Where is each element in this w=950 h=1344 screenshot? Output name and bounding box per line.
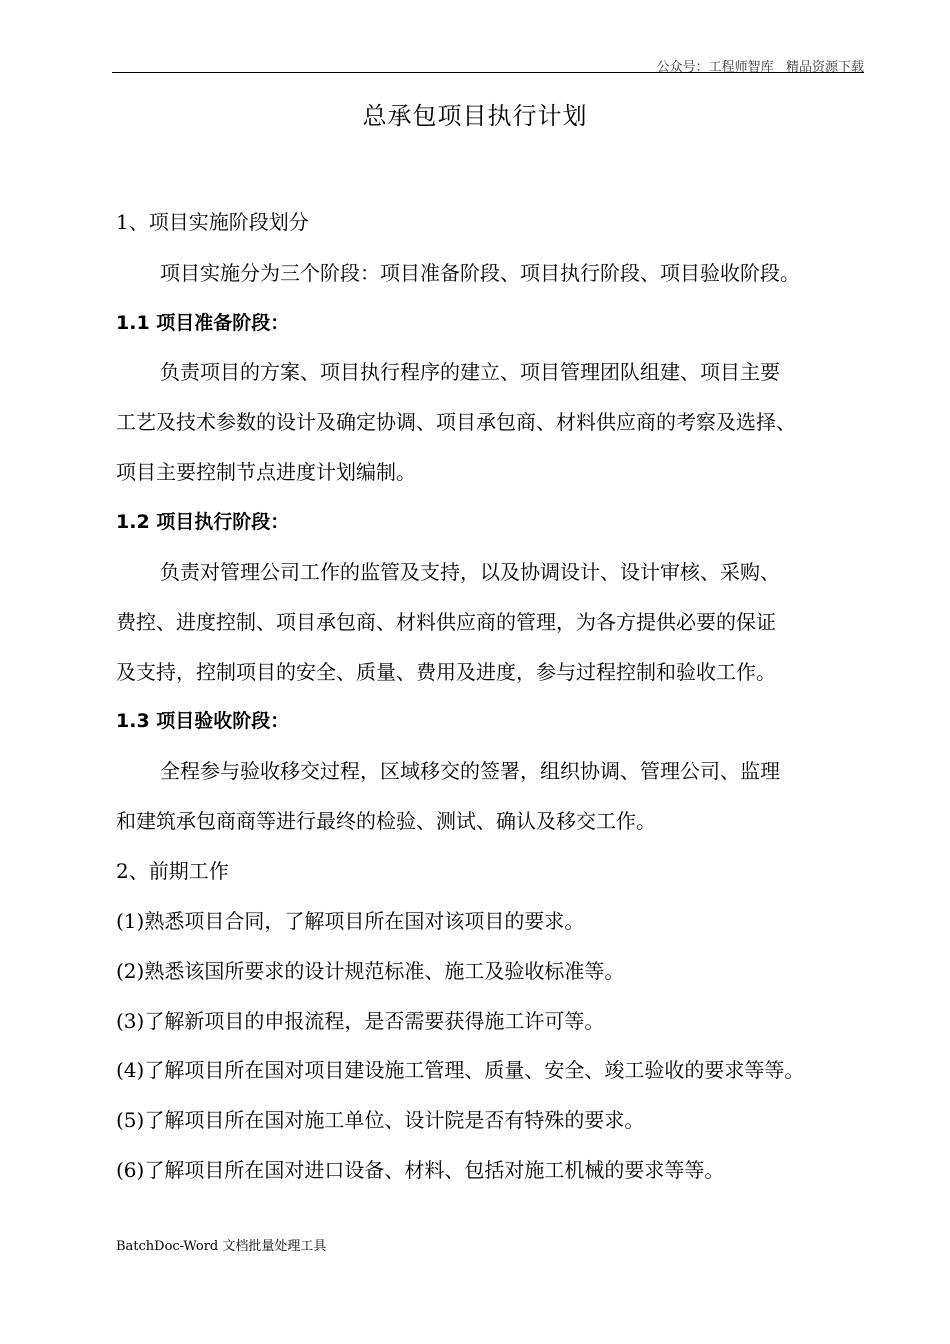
list-item: (3)了解新项目的申报流程，是否需要获得施工许可等。 bbox=[116, 1009, 605, 1033]
document-title: 总承包项目执行计划 bbox=[362, 102, 588, 130]
paragraph-line: 工艺及技术参数的设计及确定协调、项目承包商、材料供应商的考察及选择、 bbox=[116, 410, 796, 434]
list-item: (2)熟悉该国所要求的设计规范标准、施工及验收标准等。 bbox=[116, 959, 625, 983]
paragraph-line: 费控、进度控制、项目承包商、材料供应商的管理，为各方提供必要的保证 bbox=[116, 610, 776, 634]
section-1-intro: 项目实施分为三个阶段：项目准备阶段、项目执行阶段、项目验收阶段。 bbox=[160, 261, 800, 285]
paragraph-line: 项目主要控制节点进度计划编制。 bbox=[116, 460, 416, 484]
page-footer-text: BatchDoc-Word 文档批量处理工具 bbox=[116, 1239, 327, 1254]
section-1-heading: 1、项目实施阶段划分 bbox=[116, 210, 309, 234]
paragraph-line: 负责项目的方案、项目执行程序的建立、项目管理团队组建、项目主要 bbox=[160, 360, 780, 384]
list-item: (6)了解项目所在国对进口设备、材料、包括对施工机械的要求等等。 bbox=[116, 1158, 725, 1182]
section-2-heading: 2、前期工作 bbox=[116, 859, 229, 883]
paragraph-line: 负责对管理公司工作的监管及支持，以及协调设计、设计审核、采购、 bbox=[160, 560, 780, 584]
paragraph-line: 及支持，控制项目的安全、质量、费用及进度，参与过程控制和验收工作。 bbox=[116, 660, 776, 684]
section-1-1-heading: 1.1 项目准备阶段： bbox=[116, 312, 290, 334]
section-1-3-heading: 1.3 项目验收阶段： bbox=[116, 710, 290, 732]
paragraph-line: 和建筑承包商商等进行最终的检验、测试、确认及移交工作。 bbox=[116, 809, 656, 833]
paragraph-line: 全程参与验收移交过程，区域移交的签署，组织协调、管理公司、监理 bbox=[160, 759, 780, 783]
list-item: (1)熟悉项目合同，了解项目所在国对该项目的要求。 bbox=[116, 909, 585, 933]
section-1-2-heading: 1.2 项目执行阶段： bbox=[116, 511, 290, 533]
list-item: (4)了解项目所在国对项目建设施工管理、质量、安全、竣工验收的要求等等。 bbox=[116, 1058, 805, 1082]
header-rule bbox=[112, 72, 864, 73]
page-header-text: 公众号：工程师智库 精品资源下载 bbox=[656, 60, 864, 75]
list-item: (5)了解项目所在国对施工单位、设计院是否有特殊的要求。 bbox=[116, 1108, 645, 1132]
